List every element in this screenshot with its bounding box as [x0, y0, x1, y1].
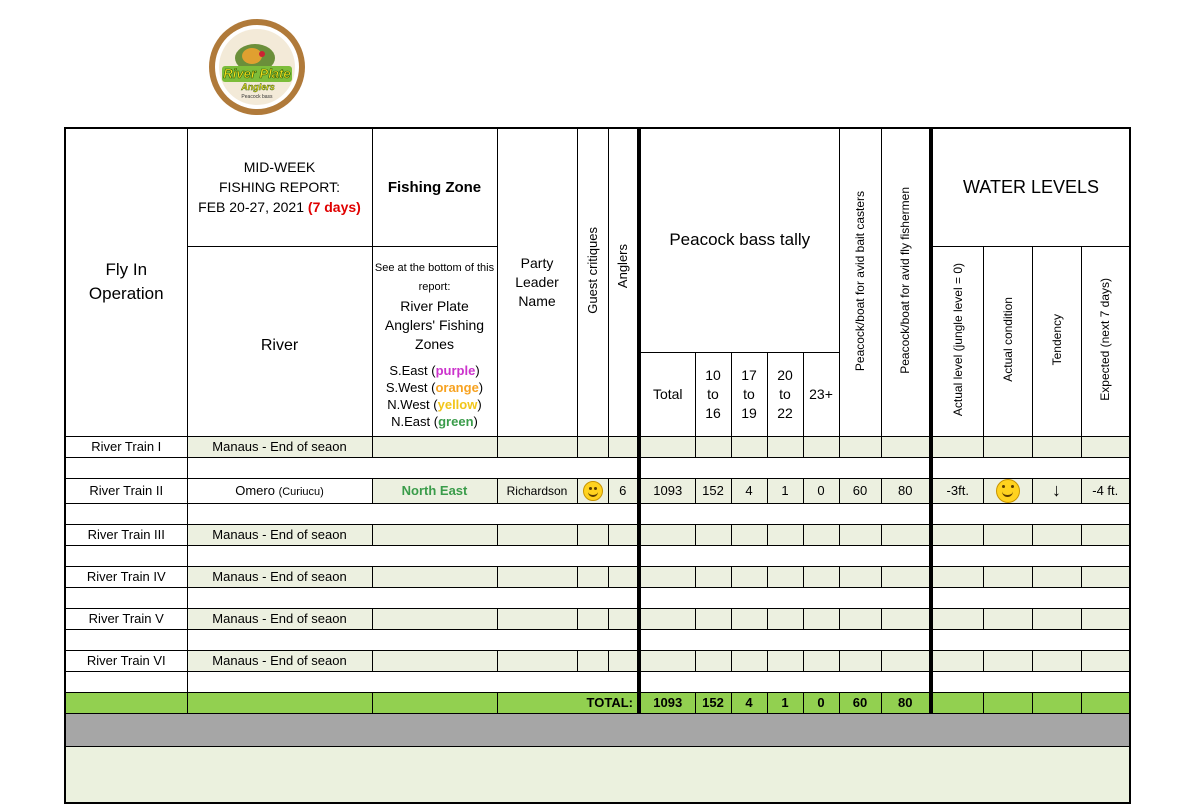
anglers-value: 6 — [608, 478, 639, 503]
train-name: River Train I — [65, 436, 187, 457]
table-row — [65, 650, 1130, 671]
bait-value: 60 — [839, 478, 881, 503]
range-23plus-header: 23+ — [803, 352, 839, 436]
river-name: Manaus - End of seaon — [187, 436, 372, 457]
train-name: River Train IV — [65, 566, 187, 587]
grey-divider-row — [65, 713, 1130, 746]
actual-level-header: Actual level (jungle level = 0) — [931, 246, 983, 436]
guest-critique-value — [577, 478, 608, 503]
guest-critiques-header: Guest critiques — [577, 128, 608, 436]
train-name: River Train VI — [65, 650, 187, 671]
tendency-header: Tendency — [1032, 246, 1081, 436]
table-row — [65, 436, 1130, 457]
range-20-22-header: 20 to 22 — [767, 352, 803, 436]
fishing-zone-header: Fishing Zone — [372, 128, 497, 246]
party-leader-value: Richardson — [497, 478, 577, 503]
svg-text:Since 1992: Since 1992 — [246, 104, 268, 109]
expected-header: Expected (next 7 days) — [1081, 246, 1130, 436]
total-col-header: Total — [639, 352, 695, 436]
range-10-16-value: 152 — [695, 478, 731, 503]
range-17-19-header: 17 to 19 — [731, 352, 767, 436]
fly-fisher-header: Peacock/boat for avid fly fishermen — [881, 128, 931, 436]
actual-condition-value — [983, 478, 1032, 503]
table-row — [65, 566, 1130, 587]
river-name: Manaus - End of seaon — [187, 608, 372, 629]
total-label: TOTAL: — [497, 692, 639, 713]
expected-value: -4 ft. — [1081, 478, 1130, 503]
river-name: Manaus - End of seaon — [187, 650, 372, 671]
table-row — [65, 478, 1130, 503]
party-leader-header: Party Leader Name — [497, 128, 577, 436]
smiley-icon — [996, 479, 1020, 503]
totals-row — [65, 692, 1130, 713]
tally-header: Peacock bass tally — [639, 128, 839, 352]
river-name: Manaus - End of seaon — [187, 524, 372, 545]
range-10-16-header: 10 to 16 — [695, 352, 731, 436]
table-row — [65, 524, 1130, 545]
anglers-header: Anglers — [608, 128, 639, 436]
total-range-17-19: 4 — [731, 692, 767, 713]
svg-text:Peacock bass: Peacock bass — [241, 94, 273, 100]
total-sum: 1093 — [639, 692, 695, 713]
train-name: River Train II — [65, 478, 187, 503]
svg-text:Anglers: Anglers — [241, 82, 275, 92]
fly-value: 80 — [881, 478, 931, 503]
river-name: Manaus - End of seaon — [187, 566, 372, 587]
train-name: River Train III — [65, 524, 187, 545]
total-fly: 80 — [881, 692, 931, 713]
svg-text:River Plate: River Plate — [223, 66, 291, 81]
fishing-zone-info: See at the bottom of this report: River Plate Anglers' Fishing Zones S.East (purple) S.West (orange) N.West (yellow) N.East (green) — [372, 246, 497, 436]
fishing-report-table — [64, 127, 1131, 804]
range-23plus-value: 0 — [803, 478, 839, 503]
bait-caster-header: Peacock/boat for avid bait casters — [839, 128, 881, 436]
table-row — [65, 608, 1130, 629]
range-17-19-value: 4 — [731, 478, 767, 503]
river-plate-anglers-logo — [208, 18, 306, 116]
tendency-arrow-icon: ↓ — [1032, 478, 1081, 503]
train-name: River Train V — [65, 608, 187, 629]
total-range-10-16: 152 — [695, 692, 731, 713]
total-range-23plus: 0 — [803, 692, 839, 713]
report-title: MID-WEEK FISHING REPORT: FEB 20-27, 2021 (7 days) — [187, 128, 372, 246]
actual-condition-header: Actual condition — [983, 246, 1032, 436]
zone-value: North East — [372, 478, 497, 503]
total-bait: 60 — [839, 692, 881, 713]
total-value: 1093 — [639, 478, 695, 503]
river-header: River — [187, 246, 372, 436]
river-name: Omero (Curiucu) — [187, 478, 372, 503]
actual-level-value: -3ft. — [931, 478, 983, 503]
footer-row — [65, 746, 1130, 803]
water-levels-header: WATER LEVELS — [931, 128, 1130, 246]
total-range-20-22: 1 — [767, 692, 803, 713]
range-20-22-value: 1 — [767, 478, 803, 503]
fly-in-header: Fly In Operation — [65, 128, 187, 436]
smiley-icon — [583, 481, 603, 501]
